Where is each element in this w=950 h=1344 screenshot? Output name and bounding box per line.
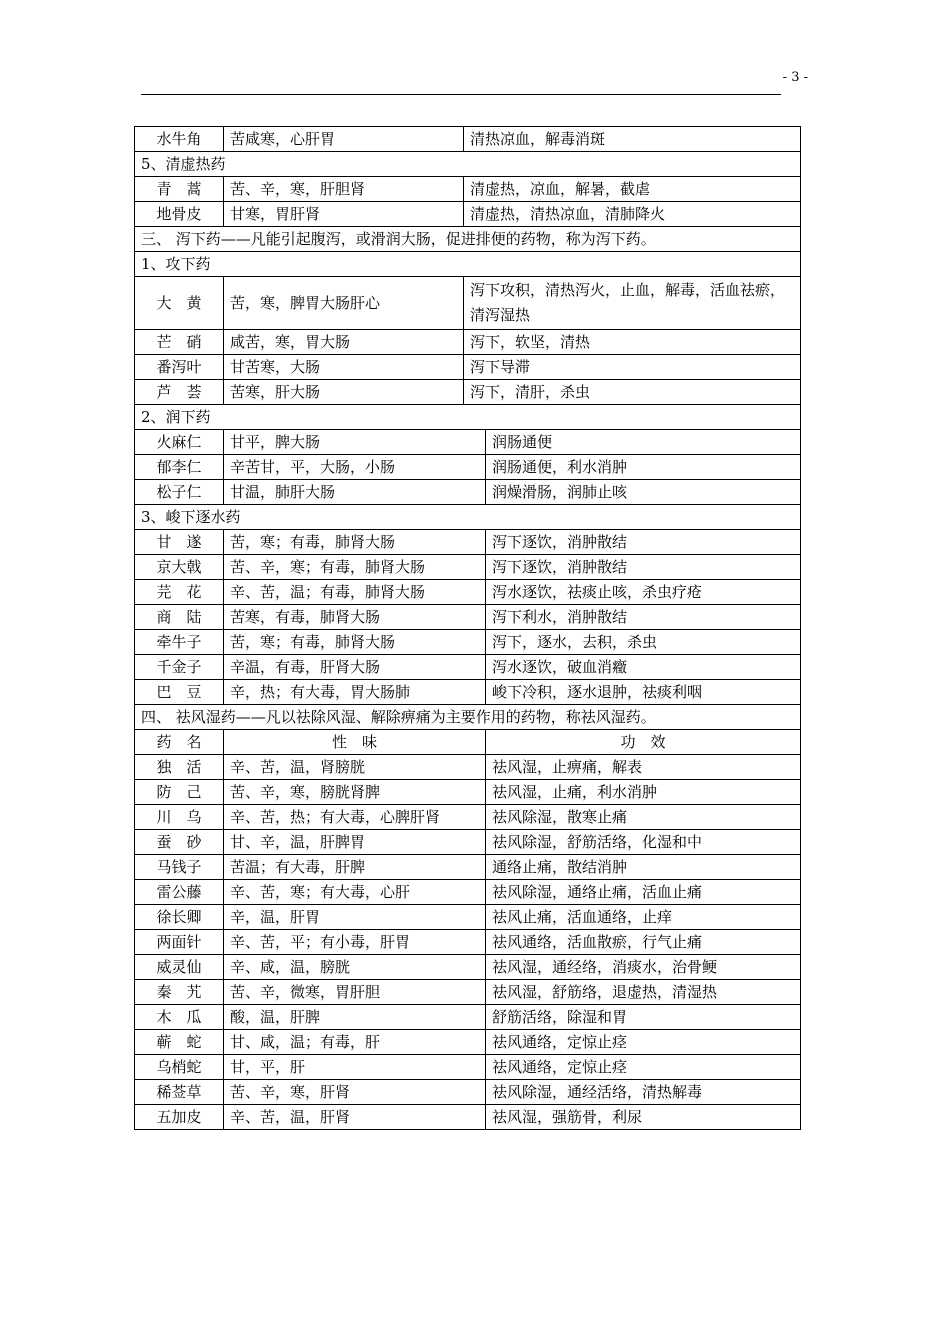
herb-property: 辛、苦，热；有大毒，心脾肝肾 [223, 805, 485, 829]
table-row [134, 330, 801, 355]
herb-effect: 清热凉血，解毒消斑 [463, 127, 800, 151]
table-row [134, 580, 801, 605]
herb-effect: 祛风通络，活血散瘀，行气止痛 [485, 930, 800, 954]
herb-effect: 祛风湿，通经络，消痰水，治骨鲠 [485, 955, 800, 979]
herb-effect: 祛风除湿，通经活络，清热解毒 [485, 1080, 800, 1104]
table-row [134, 930, 801, 955]
herb-property: 甘寒，胃肝肾 [223, 202, 463, 226]
table-row [134, 1055, 801, 1080]
herb-property: 甘苦寒，大肠 [223, 355, 463, 379]
category-heading: 三、 泻下药——凡能引起腹泻，或滑润大肠，促进排便的药物，称为泻下药。 [141, 230, 656, 248]
herb-name: 巴 豆 [156, 683, 202, 701]
table-row [134, 455, 801, 480]
section-heading: 2、润下药 [141, 408, 211, 426]
table-row [134, 805, 801, 830]
category-heading-row [134, 705, 801, 730]
herb-name: 番泻叶 [156, 358, 202, 376]
table-header-row [134, 730, 801, 755]
herb-effect: 泻下利水，消肿散结 [485, 605, 800, 629]
herb-effect: 通络止痛，散结消肿 [485, 855, 800, 879]
herb-name: 蕲 蛇 [156, 1033, 202, 1051]
herb-property: 甘温，肺肝大肠 [223, 480, 485, 504]
table-row [134, 380, 801, 405]
herb-property: 甘、咸，温；有毒，肝 [223, 1030, 485, 1054]
herb-effect: 峻下冷积，逐水退肿，祛痰利咽 [485, 680, 800, 704]
herb-property: 辛、苦，温；有毒，肺肾大肠 [223, 580, 485, 604]
herb-effect: 泻下导滞 [463, 355, 800, 379]
herb-name: 稀莶草 [156, 1083, 202, 1101]
table-row [134, 755, 801, 780]
herb-property: 辛苦甘，平，大肠，小肠 [223, 455, 485, 479]
table-row [134, 655, 801, 680]
herb-property: 苦，寒，脾胃大肠肝心 [223, 277, 463, 329]
herb-name: 青 蒿 [156, 180, 202, 198]
herb-effect: 泻水逐饮，破血消癥 [485, 655, 800, 679]
herb-name: 雷公藤 [156, 883, 202, 901]
herb-name: 水牛角 [156, 130, 202, 148]
table-row [134, 880, 801, 905]
herb-property: 苦、辛，寒，膀胱肾脾 [223, 780, 485, 804]
herb-property: 酸，温，肝脾 [223, 1005, 485, 1029]
herb-name: 川 乌 [156, 808, 202, 826]
herb-effect: 祛风除湿，舒筋活络，化湿和中 [485, 830, 800, 854]
table-row [134, 680, 801, 705]
herb-property: 甘、辛，温，肝脾胃 [223, 830, 485, 854]
herb-property: 辛、苦，平；有小毒，肝胃 [223, 930, 485, 954]
section-heading: 1、攻下药 [141, 255, 211, 273]
herb-name: 秦 艽 [156, 983, 202, 1001]
table-row [134, 480, 801, 505]
herb-property: 辛，热；有大毒，胃大肠肺 [223, 680, 485, 704]
herb-effect: 舒筋活络，除湿和胃 [485, 1005, 800, 1029]
herb-property: 苦寒，肝大肠 [223, 380, 463, 404]
herb-effect: 祛风湿，舒筋络，退虚热，清湿热 [485, 980, 800, 1004]
table-row [134, 605, 801, 630]
herb-effect: 清虚热，清热凉血，清肺降火 [463, 202, 800, 226]
herb-property: 甘，平，肝 [223, 1055, 485, 1079]
herb-property: 苦、辛，寒，肝肾 [223, 1080, 485, 1104]
herb-name: 马钱子 [156, 858, 202, 876]
herb-effect: 泻下，软坚，清热 [463, 330, 800, 354]
table-row [134, 555, 801, 580]
herb-effect: 泻下，逐水，去积，杀虫 [485, 630, 800, 654]
herb-name: 京大戟 [156, 558, 202, 576]
herb-name: 芫 花 [156, 583, 202, 601]
herb-effect: 润肠通便 [485, 430, 800, 454]
table-row [134, 277, 801, 330]
herb-effect: 祛风湿，强筋骨，利尿 [485, 1105, 800, 1129]
herb-name: 松子仁 [156, 483, 202, 501]
table-row [134, 630, 801, 655]
herb-property: 苦寒，有毒，肺肾大肠 [223, 605, 485, 629]
table-row [134, 905, 801, 930]
herb-name: 徐长卿 [156, 908, 202, 926]
herb-effect: 祛风湿，止痹痛，解表 [485, 755, 800, 779]
table-row [134, 1080, 801, 1105]
section-heading: 3、峻下逐水药 [141, 508, 241, 526]
table-row [134, 202, 801, 227]
herb-table [134, 126, 801, 1130]
herb-property: 辛、苦，温，肾膀胱 [223, 755, 485, 779]
herb-name: 威灵仙 [156, 958, 202, 976]
herb-property: 性 味 [223, 730, 485, 754]
herb-name: 木 瓜 [156, 1008, 202, 1026]
herb-effect: 祛风湿，止痛，利水消肿 [485, 780, 800, 804]
category-heading: 四、 祛风湿药——凡以祛除风湿、解除痹痛为主要作用的药物，称祛风湿药。 [141, 708, 656, 726]
herb-effect: 泻下，清肝，杀虫 [463, 380, 800, 404]
table-row [134, 177, 801, 202]
herb-effect: 润燥滑肠，润肺止咳 [485, 480, 800, 504]
herb-name: 甘 遂 [156, 533, 202, 551]
herb-property: 苦，寒；有毒，肺肾大肠 [223, 630, 485, 654]
herb-effect: 泻下逐饮，消肿散结 [485, 555, 800, 579]
page-number: - 3 - [782, 70, 808, 85]
category-heading-row [134, 227, 801, 252]
herb-name: 独 活 [156, 758, 202, 776]
herb-property: 甘平，脾大肠 [223, 430, 485, 454]
herb-effect: 泻水逐饮，祛痰止咳，杀虫疗疮 [485, 580, 800, 604]
herb-name: 地骨皮 [156, 205, 202, 223]
herb-property: 苦、辛，微寒，胃肝胆 [223, 980, 485, 1004]
table-row [134, 430, 801, 455]
herb-effect: 润肠通便，利水消肿 [485, 455, 800, 479]
herb-name: 芦 荟 [156, 383, 202, 401]
section-heading-row [134, 405, 801, 430]
herb-name: 两面针 [156, 933, 202, 951]
herb-effect: 清虚热，凉血，解暑，截虐 [463, 177, 800, 201]
herb-name: 防 己 [156, 783, 202, 801]
table-row [134, 1105, 801, 1130]
herb-name: 牵牛子 [156, 633, 202, 651]
table-row [134, 955, 801, 980]
section-heading-row [134, 505, 801, 530]
herb-name: 乌梢蛇 [156, 1058, 202, 1076]
table-row [134, 530, 801, 555]
herb-name: 药 名 [156, 733, 202, 751]
herb-effect: 泻下攻积，清热泻火，止血，解毒，活血祛瘀，清泻湿热 [463, 277, 800, 329]
herb-property: 苦、辛，寒，肝胆肾 [223, 177, 463, 201]
herb-property: 苦温；有大毒，肝脾 [223, 855, 485, 879]
herb-effect: 功 效 [485, 730, 800, 754]
header-rule [141, 94, 781, 95]
herb-effect: 泻下逐饮，消肿散结 [485, 530, 800, 554]
table-row [134, 355, 801, 380]
herb-property: 苦，寒；有毒，肺肾大肠 [223, 530, 485, 554]
herb-property: 辛、苦，温，肝肾 [223, 1105, 485, 1129]
herb-property: 辛、苦，寒；有大毒，心肝 [223, 880, 485, 904]
herb-effect: 祛风通络，定惊止痉 [485, 1055, 800, 1079]
table-row [134, 830, 801, 855]
section-heading: 5、清虚热药 [141, 155, 226, 173]
herb-property: 辛，温，肝胃 [223, 905, 485, 929]
herb-effect: 祛风除湿，通络止痛，活血止痛 [485, 880, 800, 904]
herb-effect: 祛风除湿，散寒止痛 [485, 805, 800, 829]
herb-property: 辛、咸，温，膀胱 [223, 955, 485, 979]
herb-name: 火麻仁 [156, 433, 202, 451]
herb-name: 千金子 [156, 658, 202, 676]
table-row [134, 1005, 801, 1030]
herb-property: 苦咸寒，心肝胃 [223, 127, 463, 151]
table-row [134, 126, 801, 152]
herb-effect: 祛风通络，定惊止痉 [485, 1030, 800, 1054]
herb-effect: 祛风止痛，活血通络，止痒 [485, 905, 800, 929]
herb-name: 蚕 砂 [156, 833, 202, 851]
herb-name: 郁李仁 [156, 458, 202, 476]
herb-name: 大 黄 [156, 294, 202, 312]
herb-property: 辛温，有毒，肝肾大肠 [223, 655, 485, 679]
table-row [134, 980, 801, 1005]
section-heading-row [134, 252, 801, 277]
table-row [134, 780, 801, 805]
herb-name: 五加皮 [156, 1108, 202, 1126]
table-row [134, 1030, 801, 1055]
herb-name: 芒 硝 [156, 333, 202, 351]
section-heading-row [134, 152, 801, 177]
herb-name: 商 陆 [156, 608, 202, 626]
herb-property: 苦、辛，寒；有毒，肺肾大肠 [223, 555, 485, 579]
table-row [134, 855, 801, 880]
herb-property: 咸苦，寒，胃大肠 [223, 330, 463, 354]
